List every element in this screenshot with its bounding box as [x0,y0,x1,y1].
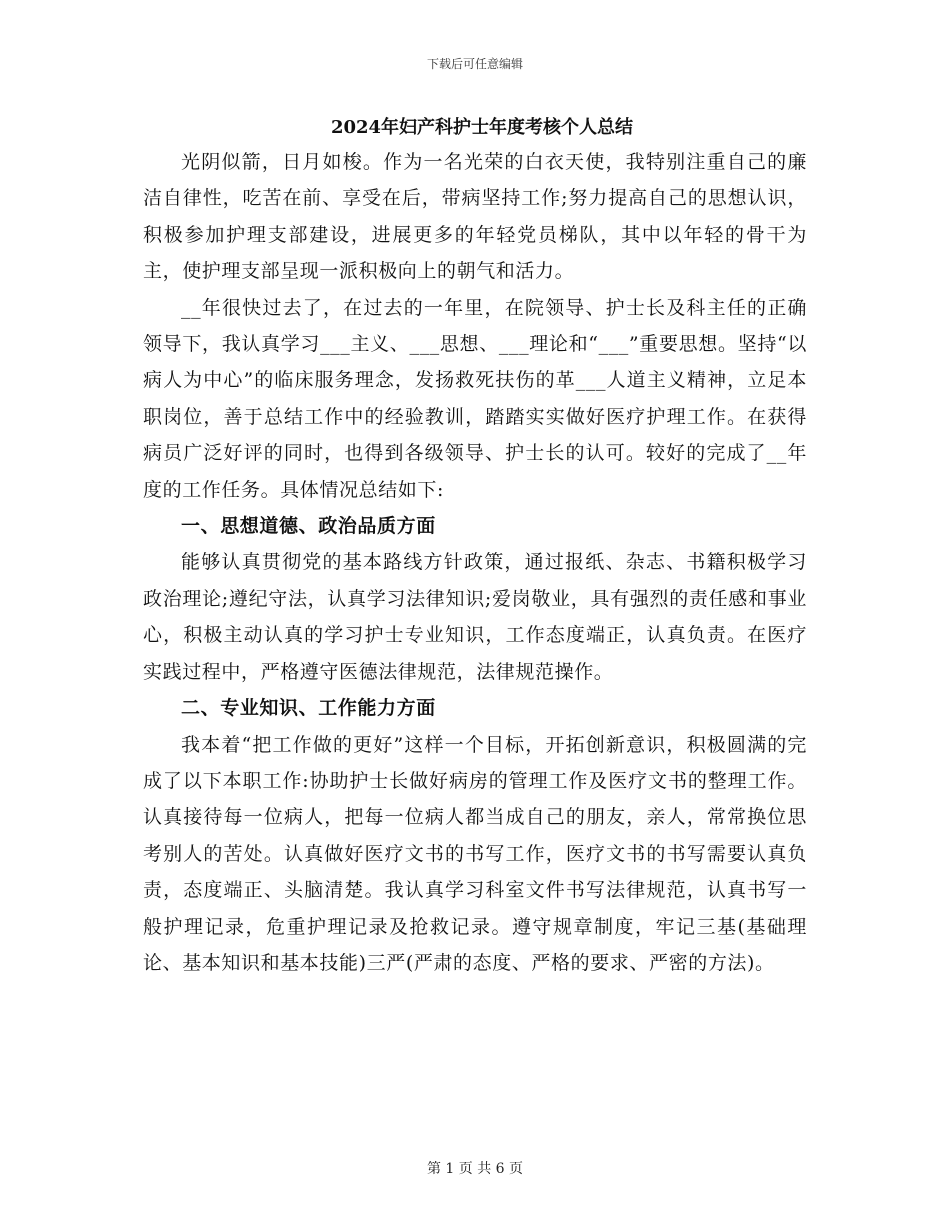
page-number-footer: 第 1 页 共 6 页 [426,1161,524,1177]
page-header-note: 下载后可任意编辑 [426,57,523,71]
section-heading-professional: 二、专业知识、工作能力方面 [181,697,436,720]
section-heading-ideology: 一、思想道德、政治品质方面 [181,515,436,538]
intro-paragraph: 光阴似箭，日月如梭。作为一名光荣的白衣天使，我特别注重自己的廉洁自律性，吃苦在前、享受在后，带病坚持工作;努力提高自己的思想认识，积极参加护理支部建设，进展更多的年轻党员梯队，其中以年轻的骨干为主，使护理支部呈现一派积极向上的朝气和活力。 [143,151,807,283]
section-text-ideology: 能够认真贯彻党的基本路线方针政策，通过报纸、杂志、书籍积极学习政治理论;遵纪守法，认真学习法律知识;爱岗敬业，具有强烈的责任感和事业心，积极主动认真的学习护士专业知识，工作态度端正，认真负责。在医疗实践过程中，严格遵守医德法律规范，法律规范操作。 [143,551,807,683]
document-body [143,112,807,981]
summary-paragraph: __年很快过去了，在过去的一年里，在院领导、护士长及科主任的正确领导下，我认真学习___主义、___思想、___理论和“___”重要思想。坚持“以病人为中心”的临床服务理念，发扬救死扶伤的革___人道主义精神，立足本职岗位，善于总结工作中的经验教训，踏踏实实做好医疗护理工作。在获得病员广泛好评的同时，也得到各级领导、护士长的认可。较好的完成了__年度的工作任务。具体情况总结如下: [143,296,807,501]
document-title: 2024年妇产科护士年度考核个人总结 [330,117,634,138]
section-text-professional: 我本着“把工作做的更好”这样一个目标，开拓创新意识，积极圆满的完成了以下本职工作:协助护士长做好病房的管理工作及医疗文书的整理工作。认真接待每一位病人，把每一位病人都当成自己的朋友，亲人，常常换位思考别人的苦处。认真做好医疗文书的书写工作，医疗文书的书写需要认真负责，态度端正、头脑清楚。我认真学习科室文件书写法律规范，认真书写一般护理记录，危重护理记录及抢救记录。遵守规章制度，牢记三基(基础理论、基本知识和基本技能)三严(严肃的态度、严格的要求、严密的方法)。 [143,733,807,974]
